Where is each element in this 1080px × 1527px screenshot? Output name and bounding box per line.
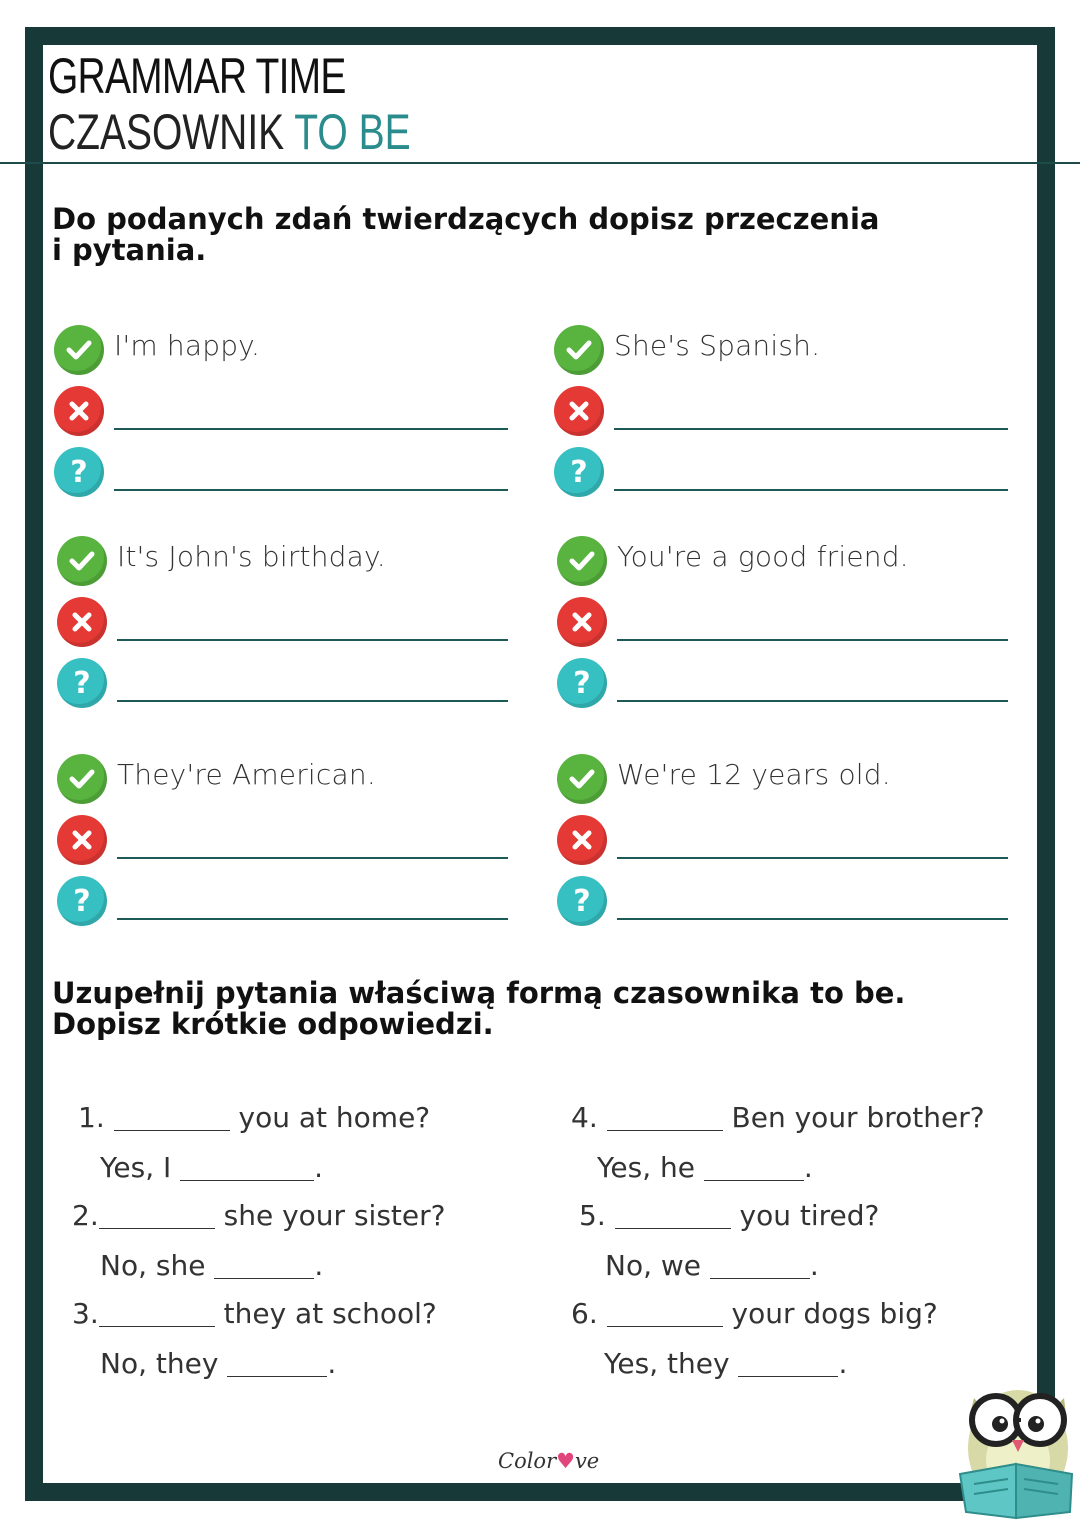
- cross-icon: [57, 815, 107, 865]
- section1-instruction-line2: i pytania.: [52, 233, 207, 267]
- negative-row: [557, 597, 1017, 649]
- answer-2: [100, 1249, 323, 1282]
- affirmative-row: [554, 325, 1014, 377]
- question-text: you at home?: [238, 1101, 431, 1134]
- sentence-block-1: [54, 325, 514, 515]
- short-answer-blank[interactable]: [738, 1348, 838, 1377]
- answer-3: [100, 1347, 336, 1380]
- sentence-block-5: [57, 754, 517, 944]
- answer-line[interactable]: [117, 857, 508, 859]
- verb-blank[interactable]: [99, 1298, 215, 1327]
- sentence-text: They're American.: [117, 758, 376, 791]
- checkmark-icon: [57, 754, 107, 804]
- negative-row: [57, 815, 517, 867]
- answer-line[interactable]: [614, 428, 1008, 430]
- question-row: [557, 876, 1017, 928]
- affirmative-row: [54, 325, 514, 377]
- logo-text-start: Color: [498, 1449, 557, 1473]
- question-icon: ?: [57, 876, 107, 926]
- question-1: [78, 1101, 430, 1134]
- answer-line[interactable]: [117, 639, 508, 641]
- answer-line[interactable]: [614, 489, 1008, 491]
- sentence-text: We're 12 years old.: [617, 758, 891, 791]
- cross-icon: [54, 386, 104, 436]
- affirmative-row: [57, 536, 517, 588]
- answer-period: .: [327, 1347, 337, 1380]
- answer-text: Yes, he: [597, 1151, 695, 1184]
- answer-period: .: [809, 1249, 819, 1282]
- answer-text: No, we: [605, 1249, 702, 1282]
- question-row: [57, 658, 517, 710]
- question-icon: ?: [57, 658, 107, 708]
- question-4: [571, 1101, 985, 1134]
- question-2: [72, 1199, 445, 1232]
- question-row: [54, 447, 514, 499]
- question-text: Ben your brother?: [731, 1101, 985, 1134]
- answer-5: [605, 1249, 819, 1282]
- answer-line[interactable]: [114, 428, 508, 430]
- question-text: your dogs big?: [731, 1297, 938, 1330]
- cross-icon: [557, 597, 607, 647]
- answer-4: [597, 1151, 813, 1184]
- checkmark-icon: [57, 536, 107, 586]
- answer-line[interactable]: [117, 700, 508, 702]
- subtitle-accent: TO BE: [294, 104, 411, 160]
- question-text: you tired?: [739, 1199, 880, 1232]
- sentence-text: She's Spanish.: [614, 329, 821, 362]
- owl-reading-book-illustration: [952, 1360, 1080, 1520]
- question-row: [557, 658, 1017, 710]
- answer-line[interactable]: [117, 918, 508, 920]
- question-number: 5.: [579, 1199, 606, 1232]
- sentence-block-3: [57, 536, 517, 726]
- heart-icon: ♥: [556, 1449, 575, 1473]
- answer-period: .: [314, 1249, 324, 1282]
- verb-blank[interactable]: [607, 1102, 723, 1131]
- verb-blank[interactable]: [114, 1102, 230, 1131]
- question-3: [72, 1297, 437, 1330]
- answer-6: [604, 1347, 847, 1380]
- brand-logo: [498, 1449, 599, 1473]
- short-answer-blank[interactable]: [180, 1152, 314, 1181]
- answer-text: No, she: [100, 1249, 206, 1282]
- sentence-block-4: [557, 536, 1017, 726]
- question-row: [554, 447, 1014, 499]
- answer-line[interactable]: [617, 639, 1008, 641]
- page-subtitle: [48, 104, 411, 160]
- checkmark-icon: [557, 536, 607, 586]
- cross-icon: [557, 815, 607, 865]
- question-row: [57, 876, 517, 928]
- question-number: 6.: [571, 1297, 598, 1330]
- sentence-block-6: [557, 754, 1017, 944]
- negative-row: [54, 386, 514, 438]
- affirmative-row: [557, 754, 1017, 806]
- question-number: 4.: [571, 1101, 598, 1134]
- verb-blank[interactable]: [607, 1298, 723, 1327]
- logo-text-end: ve: [574, 1449, 600, 1473]
- answer-period: .: [803, 1151, 813, 1184]
- answer-1: [100, 1151, 323, 1184]
- affirmative-row: [557, 536, 1017, 588]
- question-icon: ?: [54, 447, 104, 497]
- short-answer-blank[interactable]: [227, 1348, 327, 1377]
- checkmark-icon: [554, 325, 604, 375]
- cross-icon: [554, 386, 604, 436]
- question-number: 1.: [78, 1101, 105, 1134]
- negative-row: [557, 815, 1017, 867]
- negative-row: [554, 386, 1014, 438]
- answer-line[interactable]: [617, 857, 1008, 859]
- checkmark-icon: [557, 754, 607, 804]
- answer-line[interactable]: [617, 918, 1008, 920]
- question-text: she your sister?: [223, 1199, 446, 1232]
- question-text: they at school?: [223, 1297, 437, 1330]
- short-answer-blank[interactable]: [710, 1250, 810, 1279]
- short-answer-blank[interactable]: [214, 1250, 314, 1279]
- answer-line[interactable]: [114, 489, 508, 491]
- sentence-text: You're a good friend.: [617, 540, 909, 573]
- subtitle-part1: CZASOWNIK: [48, 104, 295, 160]
- question-number: 3.: [72, 1297, 99, 1330]
- answer-period: .: [838, 1347, 848, 1380]
- verb-blank[interactable]: [99, 1200, 215, 1229]
- question-5: [579, 1199, 879, 1232]
- negative-row: [57, 597, 517, 649]
- section1-instruction-line1: Do podanych zdań twierdzących dopisz przeczenia: [52, 202, 880, 236]
- page-title: GRAMMAR TIME: [48, 48, 346, 104]
- question-6: [571, 1297, 938, 1330]
- sentence-text: I'm happy.: [114, 329, 261, 362]
- header-divider: [0, 162, 1080, 164]
- answer-text: Yes, they: [604, 1347, 730, 1380]
- answer-period: .: [314, 1151, 324, 1184]
- answer-text: No, they: [100, 1347, 219, 1380]
- checkmark-icon: [54, 325, 104, 375]
- answer-line[interactable]: [617, 700, 1008, 702]
- short-answer-blank[interactable]: [704, 1152, 804, 1181]
- section2-instruction-line1: Uzupełnij pytania właściwą formą czasownika to be.: [52, 976, 906, 1010]
- verb-blank[interactable]: [615, 1200, 731, 1229]
- sentence-text: It's John's birthday.: [117, 540, 386, 573]
- question-icon: ?: [557, 658, 607, 708]
- sentence-block-2: [554, 325, 1014, 515]
- affirmative-row: [57, 754, 517, 806]
- section2-instruction-line2: Dopisz krótkie odpowiedzi.: [52, 1007, 494, 1041]
- question-icon: ?: [557, 876, 607, 926]
- cross-icon: [57, 597, 107, 647]
- question-icon: ?: [554, 447, 604, 497]
- answer-text: Yes, I: [100, 1151, 172, 1184]
- question-number: 2.: [72, 1199, 99, 1232]
